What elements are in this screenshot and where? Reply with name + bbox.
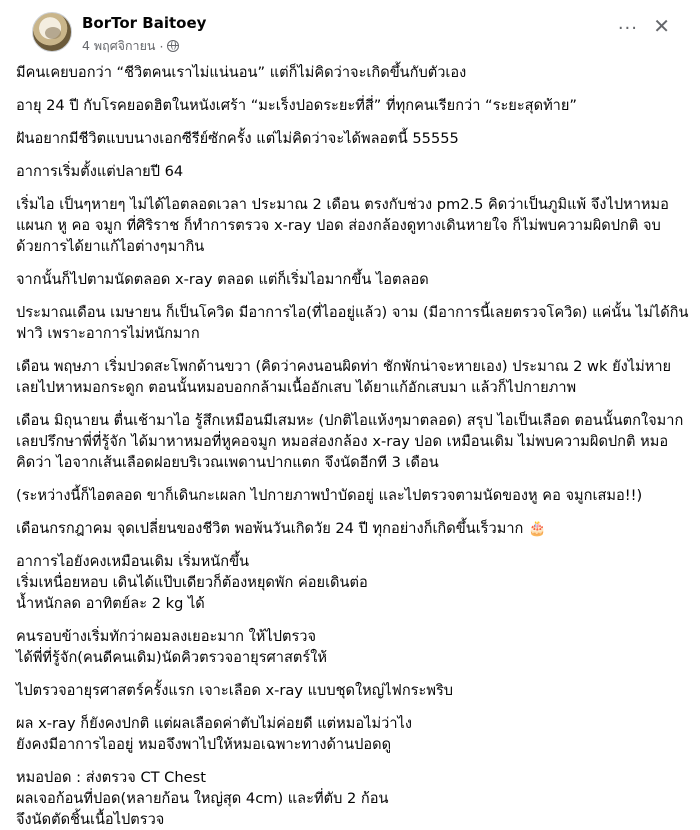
post-text-line: ด้วยการได้ยาแก้ไอต่างๆมากิน [16,238,205,255]
post-paragraph [16,767,684,830]
post-text-line: อาการไอยังคงเหมือนเดิม เริ่มหนักขึ้น [16,553,250,570]
avatar[interactable] [32,12,72,52]
post-paragraph [16,302,689,344]
globe-icon[interactable] [167,40,179,52]
post-paragraph [16,62,684,83]
post-text-line: มีคนเคยบอกว่า “ชีวิตคนเราไม่แน่นอน” แต่ก็ไม่คิดว่าจะเกิดขึ้นกับตัวเอง [16,64,467,81]
post-text-line: หมอปอด : ส่งตรวจ CT Chest [16,769,206,786]
post-paragraph [16,269,684,290]
post-text-line: เดือน พฤษภา เริ่มปวดสะโพกด้านขวา (คิดว่าคงนอนผิดท่า ชักพักน่าจะหายเอง) ประมาณ 2 wk ยังไม่หาย [16,358,672,375]
post-paragraph [16,485,684,506]
post-text-line: ผลเจอก้อนที่ปอด(หลายก้อน ใหญ่สุด 4cm) และที่ตับ 2 ก้อน [16,790,389,807]
author-name[interactable]: BorTor Baitoey [82,14,207,32]
post-text-line: เดือนกรกฎาคม จุดเปลี่ยนของชีวิต พอพ้นวันเกิดวัย 24 ปี ทุกอย่างก็เกิดขึ้นเร็วมาก 🎂 [16,520,547,537]
post-text-line: ไปตรวจอายุรศาสตร์ครั้งแรก เจาะเลือด x-ray แบบชุดใหญ่ไฟกระพริบ [16,682,454,699]
post-text-line: เลยไปหาหมอกระดูก ตอนนั้นหมอบอกกล้ามเนื้ออักเสบ ได้ยาแก้อักเสบมา แล้วก็ไปกายภาพ [16,379,577,396]
post-paragraph [16,410,684,473]
post-text-line: เดือน มิถุนายน ตื่นเช้ามาไอ รู้สึกเหมือนมีเสมหะ (ปกติไอแห้งๆมาตลอด) สรุป ไอเป็นเลือด ตอนนั้นตกใจมาก [16,412,684,429]
post-text-line: เลยปรึกษาพี่ที่รู้จัก ได้มาหาหมอที่หูคอจมูก หมอส่องกล้อง x-ray ปอด เหมือนเดิม ไม่พบความผิดปกติ หมอ [16,433,669,450]
post-text-line: เริ่มเหนื่อยหอบ เดินได้แป๊บเดียวก็ต้องหยุดพัก ค่อยเดินต่อ [16,574,368,591]
post-date[interactable]: 4 พฤศจิกายน [82,38,156,53]
post-text-line: ผล x-ray ก็ยังคงปกติ แต่ผลเลือดค่าตับไม่ค่อยดี แต่หมอไม่ว่าไง [16,715,412,732]
post-body [16,62,689,830]
post-paragraph [16,95,684,116]
post-text-line: คนรอบข้างเริ่มทักว่าผอมลงเยอะมาก ให้ไปตรวจ [16,628,317,645]
post-paragraph [16,713,684,755]
post-text-line: อาการเริ่มตั้งแต่ปลายปี 64 [16,163,184,180]
post-header [16,0,684,62]
post-text-line: (ระหว่างนี้ก็ไอตลอด ขาก็เดินกะเผลก ไปกายภาพบำบัดอยู่ และไปตรวจตามนัดของหู คอ จมูกเสมอ!!) [16,487,643,504]
post-meta [82,36,179,56]
post-paragraph [16,626,684,668]
close-icon[interactable]: ✕ [653,14,670,38]
post-paragraph [16,128,684,149]
post-text-line: ประมาณเดือน เมษายน ก็เป็นโควิด มีอาการไอ(ที่ไออยู่แล้ว) จาม (มีอาการนี้เลยตรวจโควิด) แค่นั้น ไม่ได้กิน [16,304,689,321]
post-paragraph [16,161,684,182]
post-text-line: แผนก หู คอ จมูก ที่ศิริราช ก็ทำการตรวจ x-ray ปอด ส่องกล้องดูทางเดินหายใจ ก็ไม่พบความผิดปกติ จบ [16,217,661,234]
post-paragraph [16,518,684,539]
post-text-line: จากนั้นก็ไปตามนัดตลอด x-ray ตลอด แต่ก็เริ่มไอมากขึ้น ไอตลอด [16,271,429,288]
post-text-line: ฝันอยากมีชีวิตแบบนางเอกซีรีย์ซักครั้ง แต่ไม่คิดว่าจะได้พลอตนี้ 55555 [16,130,459,147]
post-text-line: ได้พี่ที่รู้จัก(คนดีคนเดิม)นัดคิวตรวจอายุรศาสตร์ให้ [16,649,327,666]
post-paragraph [16,194,684,257]
post-paragraph [16,356,684,398]
post-text-line: อายุ 24 ปี กับโรคยอดฮิตในหนังเศร้า “มะเร็งปอดระยะที่สี่” ที่ทุกคนเรียกว่า “ระยะสุดท้าย” [16,97,577,114]
more-options-icon[interactable]: ··· [617,18,638,39]
post-text-line: ยังคงมีอาการไออยู่ หมอจึงพาไปให้หมอเฉพาะทางด้านปอดดู [16,736,392,753]
post-paragraph [16,551,684,614]
post-text-line: น้ำหนักลด อาทิตย์ละ 2 kg ได้ [16,595,205,612]
post-text-line: ฟาวิ เพราะอาการไม่หนักมาก [16,325,200,342]
post-text-line: เริ่มไอ เป็นๆหายๆ ไม่ได้ไอตลอดเวลา ประมาณ 2 เดือน ตรงกับช่วง pm2.5 คิดว่าเป็นภูมิแพ้ จึงไปหาหมอ [16,196,669,213]
meta-separator: · [159,38,164,54]
post-text-line: จึงนัดตัดชิ้นเนื้อไปตรวจ [16,811,165,828]
post-paragraph [16,680,684,701]
post-text-line: คิดว่า ไอจากเส้นเลือดฝอยบริเวณเพดานปากแตก จึงนัดอีกที 3 เดือน [16,454,439,471]
